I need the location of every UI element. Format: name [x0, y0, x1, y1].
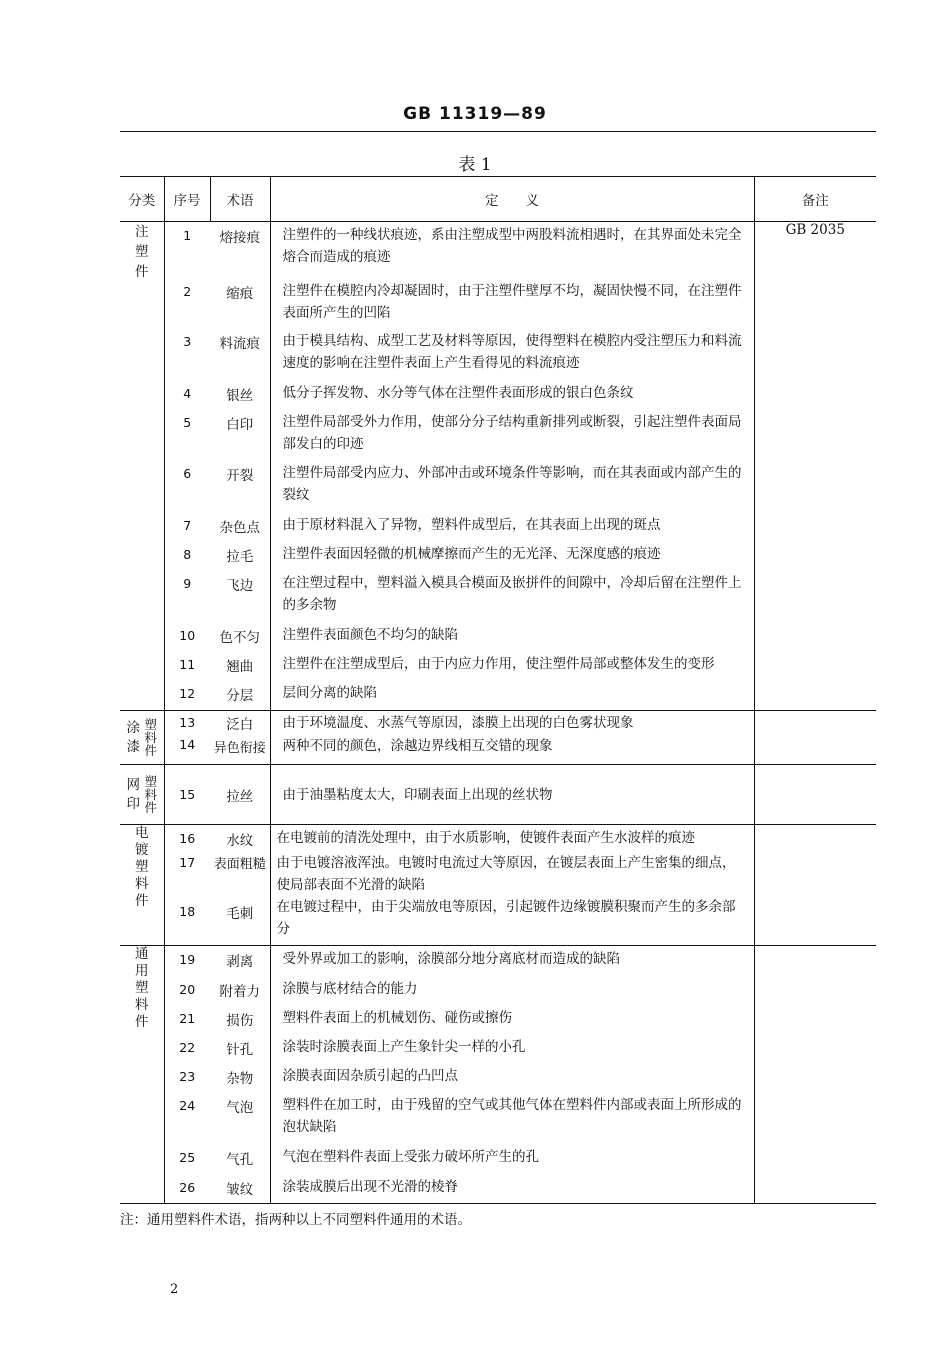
category-label-a: 网印: [126, 776, 140, 812]
category-label: 电镀塑料件: [135, 825, 149, 909]
row-term: 气泡: [226, 1099, 254, 1116]
row-number: 17: [164, 852, 210, 896]
row-definition: 注塑件在模腔内冷却凝固时，由于注塑件壁厚不均，凝固快慢不同，在注塑件表面所产生的凹陷: [270, 278, 754, 328]
row-definition: 在电镀前的清洗处理中，由于水质影响，使镀件表面产生水波样的痕迹: [270, 825, 754, 852]
category-label: 通用塑料件: [135, 946, 149, 1030]
row-term: 银丝: [226, 387, 254, 404]
table-row: [120, 825, 876, 852]
row-definition: 注塑件在注塑成型后，由于内应力作用，使注塑件局部或整体发生的变形: [270, 651, 754, 680]
table-header-row: [120, 177, 876, 222]
table-title: 表 1: [458, 155, 492, 175]
row-number: 2: [164, 278, 210, 328]
row-number: 12: [164, 680, 210, 711]
table-row: [120, 711, 876, 735]
row-definition: 注塑件表面颜色不均匀的缺陷: [270, 622, 754, 651]
row-number: 1: [164, 222, 210, 278]
row-definition: 塑料件表面上的机械划伤、碰伤或擦伤: [270, 1005, 754, 1034]
row-term: 料流痕: [219, 335, 260, 352]
header-term: 术语: [210, 177, 270, 222]
row-number: 4: [164, 380, 210, 409]
row-number: 15: [164, 765, 210, 825]
row-definition: 两种不同的颜色，涂越边界线相互交错的现象: [270, 735, 754, 765]
row-number: 25: [164, 1144, 210, 1174]
row-definition: 注塑件局部受外力作用，使部分分子结构重新排列或断裂，引起注塑件表面局部发白的印迹: [270, 409, 754, 460]
row-definition: 涂装时涂膜表面上产生象针尖一样的小孔: [270, 1034, 754, 1063]
category-cell: [120, 765, 164, 825]
row-term: 水纹: [226, 833, 254, 849]
row-number: 9: [164, 570, 210, 622]
row-number: 24: [164, 1092, 210, 1144]
row-term: 附着力: [219, 983, 260, 1000]
row-number: 22: [164, 1034, 210, 1063]
row-number: 13: [164, 711, 210, 735]
row-number: 16: [164, 825, 210, 852]
row-term: 皱纹: [210, 1174, 270, 1204]
row-term: 拉毛: [226, 548, 254, 565]
row-definition: 层间分离的缺陷: [270, 680, 754, 711]
category-label-a: 涂漆: [126, 719, 140, 755]
row-number: 14: [164, 735, 210, 765]
row-definition: 涂装成膜后出现不光滑的棱脊: [270, 1174, 754, 1204]
category-label-b: 塑料件: [144, 774, 157, 815]
row-definition: 低分子挥发物、水分等气体在注塑件表面形成的银白色条纹: [270, 380, 754, 409]
row-term: 杂物: [226, 1070, 254, 1087]
row-term: 异色衔接: [210, 735, 270, 765]
table-row: [120, 946, 876, 976]
row-term: 色不匀: [219, 629, 260, 646]
row-number: 26: [164, 1174, 210, 1204]
row-definition: 由于油墨粘度太大，印刷表面上出现的丝状物: [270, 765, 754, 825]
row-definition: 由于模具结构、成型工艺及材料等原因，使得塑料在模腔内受注塑压力和料流速度的影响在注塑件表面上产生看得见的料流痕迹: [270, 328, 754, 380]
row-term: 开裂: [226, 467, 254, 484]
row-definition: 由于原材料混入了异物，塑料件成型后，在其表面上出现的斑点: [270, 512, 754, 541]
row-definition: 涂膜表面因杂质引起的凸凹点: [270, 1063, 754, 1092]
header-note: 备注: [754, 177, 876, 222]
row-definition: 由于环境温度、水蒸气等原因，漆膜上出现的白色雾状现象: [270, 711, 754, 735]
note-cell: [754, 711, 876, 765]
row-number: 5: [164, 409, 210, 460]
row-number: 10: [164, 622, 210, 651]
note-cell: [754, 946, 876, 1204]
header-number: 序号: [164, 177, 210, 222]
row-term: 熔接痕: [219, 230, 260, 246]
row-definition: 由于电镀溶液浑浊。电镀时电流过大等原因，在镀层表面上产生密集的细点，使局部表面不光滑的缺陷: [270, 852, 754, 896]
row-term: 飞边: [226, 577, 254, 594]
row-number: 8: [164, 541, 210, 570]
row-definition: 气泡在塑料件表面上受张力破坏所产生的孔: [270, 1144, 754, 1174]
row-term: 毛刺: [210, 896, 270, 946]
row-term: 白印: [226, 416, 254, 433]
terms-table: [120, 176, 876, 1204]
row-term: 泛白: [226, 716, 254, 733]
row-term: 杂色点: [219, 519, 260, 536]
row-term: 拉丝: [210, 765, 270, 825]
category-cell: [120, 946, 164, 1204]
row-term: 损伤: [226, 1012, 254, 1029]
footnote: 注：通用塑料件术语，指两种以上不同塑料件通用的术语。: [120, 1212, 471, 1228]
category-cell: [120, 825, 164, 946]
page-number: 2: [170, 1282, 179, 1297]
row-number: 18: [164, 896, 210, 946]
table-row: [120, 222, 876, 278]
row-definition: 注塑件的一种线状痕迹，系由注塑成型中两股料流相遇时，在其界面处未完全熔合而造成的痕迹: [270, 222, 754, 278]
row-number: 11: [164, 651, 210, 680]
category-label: 注塑件: [135, 224, 149, 280]
table-row: [120, 765, 876, 825]
row-term: 翘曲: [226, 658, 254, 675]
row-number: 21: [164, 1005, 210, 1034]
header-rule: [120, 131, 876, 132]
row-definition: 注塑件局部受内应力、外部冲击或环境条件等影响，而在其表面或内部产生的裂纹: [270, 460, 754, 512]
row-number: 19: [164, 946, 210, 976]
row-definition: 在注塑过程中，塑料溢入模具合模面及嵌拼件的间隙中，冷却后留在注塑件上的多余物: [270, 570, 754, 622]
row-term: 表面粗糙: [213, 856, 266, 872]
row-definition: 在电镀过程中，由于尖端放电等原因，引起镀件边缘镀膜积聚而产生的多余部分: [270, 896, 754, 946]
header-category: 分类: [120, 177, 164, 222]
category-label-b: 塑料件: [144, 717, 157, 758]
note-cell: GB 2035: [754, 222, 876, 711]
row-term: 针孔: [226, 1041, 254, 1058]
row-number: 6: [164, 460, 210, 512]
category-cell: [120, 222, 164, 711]
note-cell: [754, 765, 876, 825]
row-term: 气孔: [226, 1151, 254, 1168]
row-definition: 涂膜与底材结合的能力: [270, 976, 754, 1005]
row-number: 20: [164, 976, 210, 1005]
row-number: 3: [164, 328, 210, 380]
row-term: 剥离: [226, 954, 254, 970]
category-cell: [120, 711, 164, 765]
row-definition: 塑料件在加工时，由于残留的空气或其他气体在塑料件内部或表面上所形成的泡状缺陷: [270, 1092, 754, 1144]
note-cell: [754, 825, 876, 946]
row-term: 分层: [210, 680, 270, 711]
row-term: 缩痕: [226, 285, 254, 302]
header-definition: 定 义: [270, 177, 754, 222]
row-number: 23: [164, 1063, 210, 1092]
row-definition: 受外界或加工的影响，涂膜部分地分离底材而造成的缺陷: [270, 946, 754, 976]
standard-number: GB 11319—89: [403, 104, 547, 124]
row-definition: 注塑件表面因轻微的机械摩擦而产生的无光泽、无深度感的痕迹: [270, 541, 754, 570]
row-number: 7: [164, 512, 210, 541]
